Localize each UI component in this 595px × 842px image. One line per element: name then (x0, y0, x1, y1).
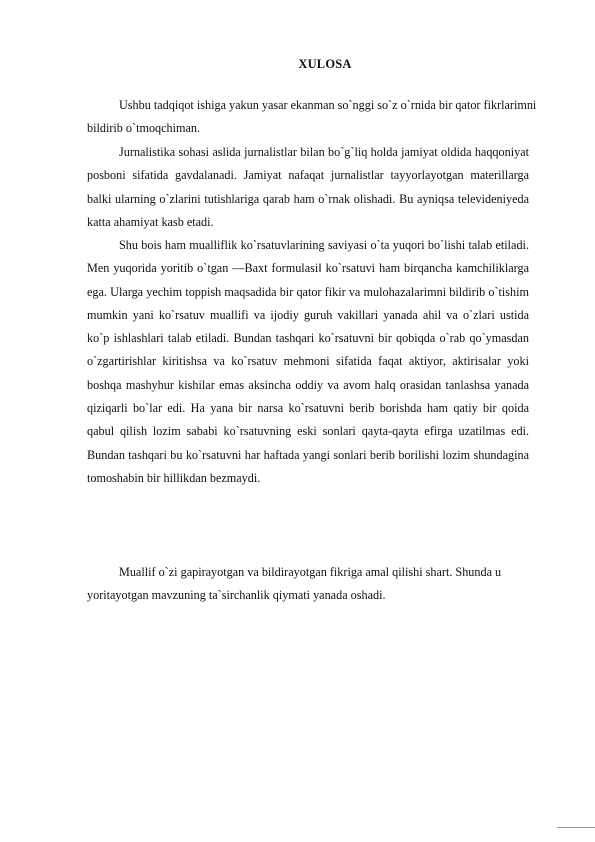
paragraph-conclusion: Muallif o`zi gapirayotgan va bildirayotgan fikriga amal qilishi shart. Shunda u yoritayotgan mavzuning ta`sirchanlik qiymati yanada oshadi. (87, 565, 502, 603)
paragraph-journalism: Jurnalistika sohasi aslida jurnalistlar bilan bo`g`liq holda jamiyat oldida haqqoniyat posboni sifatida gavdalanadi. Jamiyat nafaqat jurnalistlar tayyorlayotgan materillarga balki ularning o`zlarini tutishlariga qarab ham o`rnak olishadi. Bu ayniqsa televideniyeda katta ahamiyat kasb etadi. (87, 145, 529, 229)
document-heading: XULOSA (298, 57, 352, 71)
paragraph-show-critique: Shu bois ham mualliflik ko`rsatuvlarining saviyasi o`ta yuqori bo`lishi talab etiladi. Men yuqorida yoritib o`tgan ―Baxt formulasi‖ ko`rsatuvi ham birqancha kamchiliklarga ega. Ularga yechim toppish maqsadida bir qator fikir va mulohazalarimni bildirib o`tishim mumkin yani ko`rsatuv muallifi va ijodiy guruh vakillari yanada ahil va o`zlari ustida ko`p ishlashlari talab etiladi. Bundan tashqari ko`rsatuvni bir qobiqda o`rab qo`ymasdan o`zgartirishlar kiritishsa va ko`rsatuv mehmoni sifatida faqat aktiyor, aktirisalar yoki boshqa mashyhur kishilar emas aksincha oddiy va avom halq orasidan tanlashsa yanada qiziqarli bo`lar edi. Ha yana bir narsa ko`rsatuvni berib borishda ham qatiy bir qoida qabul qilish lozim sababi ko`rsatuvning eski sonlari qayta-qayta efirga uzatilmas edi. Bundan tashqari bu ko`rsatuvni har haftada yangi sonlari berib borilishi lozim shundagina tomoshabin bir hillikdan bezmaydi. (87, 238, 529, 485)
paragraph-intro: Ushbu tadqiqot ishiga yakun yasar ekanman so`nggi so`z o`rnida bir qator fikrlarimni bildirib o`tmoqchiman. (87, 98, 537, 136)
footer-rule (557, 827, 595, 828)
